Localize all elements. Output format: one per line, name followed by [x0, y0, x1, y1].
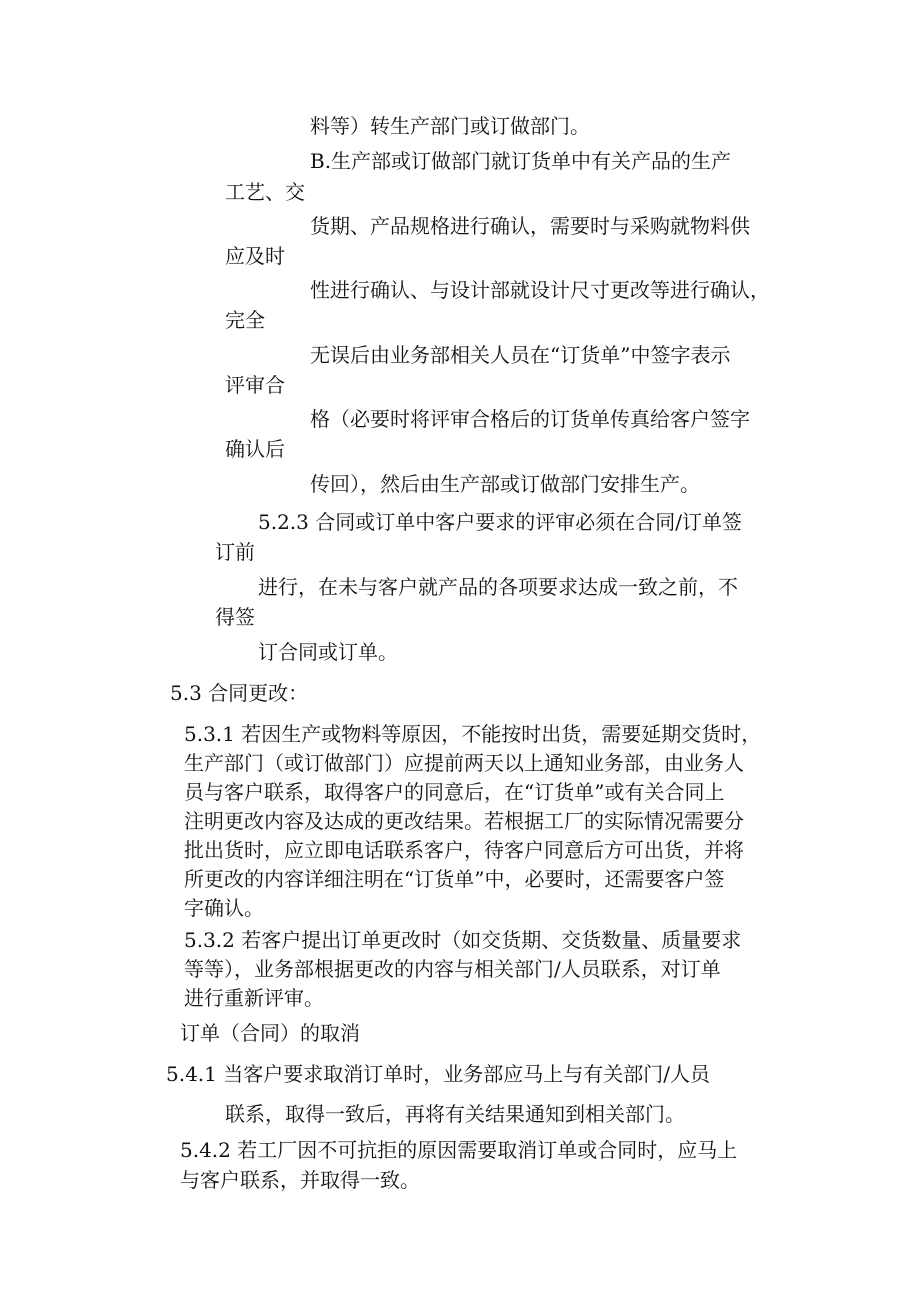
- text-line: 评审合: [225, 373, 285, 397]
- text-line: 性进行确认、与设计部就设计尺寸更改等进行确认，: [310, 278, 770, 302]
- text-line: 进行重新评审。: [184, 986, 324, 1010]
- text-line: 料等）转生产部门或订做部门。: [310, 114, 590, 138]
- section-number-line: 5.4.2 若工厂因不可抗拒的原因需要取消订单或合同时，应马上: [180, 1138, 738, 1162]
- text-line: 生产部门（或订做部门）应提前两天以上通知业务部，由业务人: [184, 751, 744, 775]
- text-line: 完全: [225, 308, 265, 332]
- text-line: 确认后: [225, 437, 285, 461]
- section-number-line: 5.2.3 合同或订单中客户要求的评审必须在合同/订单签: [258, 510, 742, 534]
- section-number-line: 5.4.1 当客户要求取消订单时，业务部应马上与有关部门/人员: [166, 1062, 710, 1086]
- text-line: 注明更改内容及达成的更改结果。若根据工厂的实际情况需要分: [184, 809, 744, 833]
- text-line: 传回），然后由生产部或订做部门安排生产。: [310, 472, 700, 496]
- section-number-line: 5.3.2 若客户提出订单更改时（如交货期、交货数量、质量要求: [184, 928, 742, 952]
- text-line: 批出货时，应立即电话联系客户，待客户同意后方可出货，并将: [184, 838, 744, 862]
- text-line: 与客户联系，并取得一致。: [180, 1168, 420, 1192]
- text-line: 联系，取得一致后，再将有关结果通知到相关部门。: [225, 1102, 685, 1126]
- section-heading: 5.3 合同更改：: [170, 681, 309, 705]
- section-heading: 订单（合同）的取消: [180, 1021, 360, 1045]
- text-line: 格（必要时将评审合格后的订货单传真给客户签字: [310, 407, 750, 431]
- text-line: 等等），业务部根据更改的内容与相关部门/人员联系，对订单: [184, 957, 721, 981]
- text-line: 无误后由业务部相关人员在“订货单”中签字表示: [310, 343, 731, 367]
- text-line: 得签: [215, 605, 255, 629]
- section-number-line: 5.3.1 若因生产或物料等原因，不能按时出货，需要延期交货时，: [184, 722, 762, 746]
- text-line: 订前: [215, 540, 255, 564]
- text-line: 字确认。: [184, 896, 264, 920]
- text-line: 订合同或订单。: [258, 640, 398, 664]
- text-line: B.生产部或订做部门就订货单中有关产品的生产: [310, 149, 732, 173]
- text-line: 应及时: [225, 244, 285, 268]
- text-line: 所更改的内容详细注明在“订货单”中，必要时，还需要客户签: [184, 867, 725, 891]
- text-line: 进行，在未与客户就产品的各项要求达成一致之前，不: [258, 575, 738, 599]
- text-line: 工艺、交: [225, 180, 305, 204]
- text-line: 货期、产品规格进行确认，需要时与采购就物料供: [310, 214, 750, 238]
- text-line: 员与客户联系，取得客户的同意后，在“订货单”或有关合同上: [184, 780, 725, 804]
